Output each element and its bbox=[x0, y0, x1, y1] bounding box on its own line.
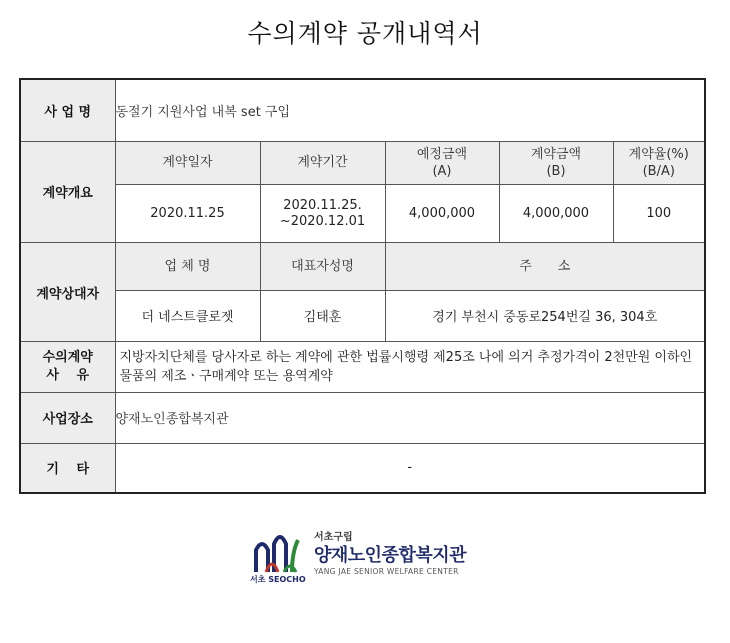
overview-label: 계약개요 bbox=[20, 141, 115, 243]
overview-value-row bbox=[20, 185, 705, 243]
contract-date-header: 계약일자 bbox=[115, 141, 260, 185]
company-name-header: 업 체 명 bbox=[115, 243, 260, 291]
contract-period: 2020.11.25. ~2020.12.01 bbox=[260, 185, 385, 243]
contract-period-header: 계약기간 bbox=[260, 141, 385, 185]
location-value: 양재노인종합복지관 bbox=[115, 392, 705, 443]
project-name: 동절기 지원사업 내복 set 구입 bbox=[115, 79, 705, 141]
representative-name: 김태훈 bbox=[260, 291, 385, 342]
contract-rate: 100 bbox=[613, 185, 705, 243]
counterparty-label: 계약상대자 bbox=[20, 243, 115, 342]
contract-date: 2020.11.25 bbox=[115, 185, 260, 243]
reason-text: 지방자치단체를 당사자로 하는 계약에 관한 법률시행령 제25조 나에 의거 추정가격이 2천만원 이하인 물품의 제조ㆍ구매계약 또는 용역계약 bbox=[119, 349, 693, 384]
counterparty-header-row bbox=[20, 243, 705, 291]
logo-seocho-text: 서초 SEOCHO bbox=[250, 575, 306, 584]
estimated-amount: 4,000,000 bbox=[385, 185, 499, 243]
contract-amount: 4,000,000 bbox=[499, 185, 613, 243]
company-name: 더 네스트클로젯 bbox=[115, 291, 260, 342]
address-header: 주 소 bbox=[385, 243, 705, 291]
document-title: 수의계약 공개내역서 bbox=[247, 19, 483, 48]
reason-cell bbox=[115, 341, 705, 392]
estimated-amount-header: 예정금액 (A) bbox=[385, 141, 499, 185]
location-row bbox=[20, 392, 705, 443]
location-label: 사업장소 bbox=[20, 392, 115, 443]
contract-table bbox=[19, 78, 706, 494]
project-label: 사 업 명 bbox=[20, 79, 115, 141]
reason-row bbox=[20, 341, 705, 392]
etc-label: 기 타 bbox=[20, 443, 115, 493]
logo-name-text: 양재노인종합복지관 bbox=[314, 545, 466, 566]
project-row bbox=[20, 79, 705, 141]
logo-sub-text: 서초구립 bbox=[314, 532, 353, 543]
reason-label: 수의계약 사 유 bbox=[20, 341, 115, 392]
contract-rate-header: 계약율(%) (B/A) bbox=[613, 141, 705, 185]
logo-english-text: YANG JAE SENIOR WELFARE CENTER bbox=[314, 567, 459, 576]
etc-value: - bbox=[115, 443, 705, 493]
representative-header: 대표자성명 bbox=[260, 243, 385, 291]
etc-row bbox=[20, 443, 705, 493]
overview-header-row bbox=[20, 141, 705, 185]
welfare-center-logo bbox=[248, 526, 488, 588]
contract-amount-header: 계약금액 (B) bbox=[499, 141, 613, 185]
counterparty-value-row bbox=[20, 291, 705, 342]
company-address: 경기 부천시 중동로254번길 36, 304호 bbox=[385, 291, 705, 342]
